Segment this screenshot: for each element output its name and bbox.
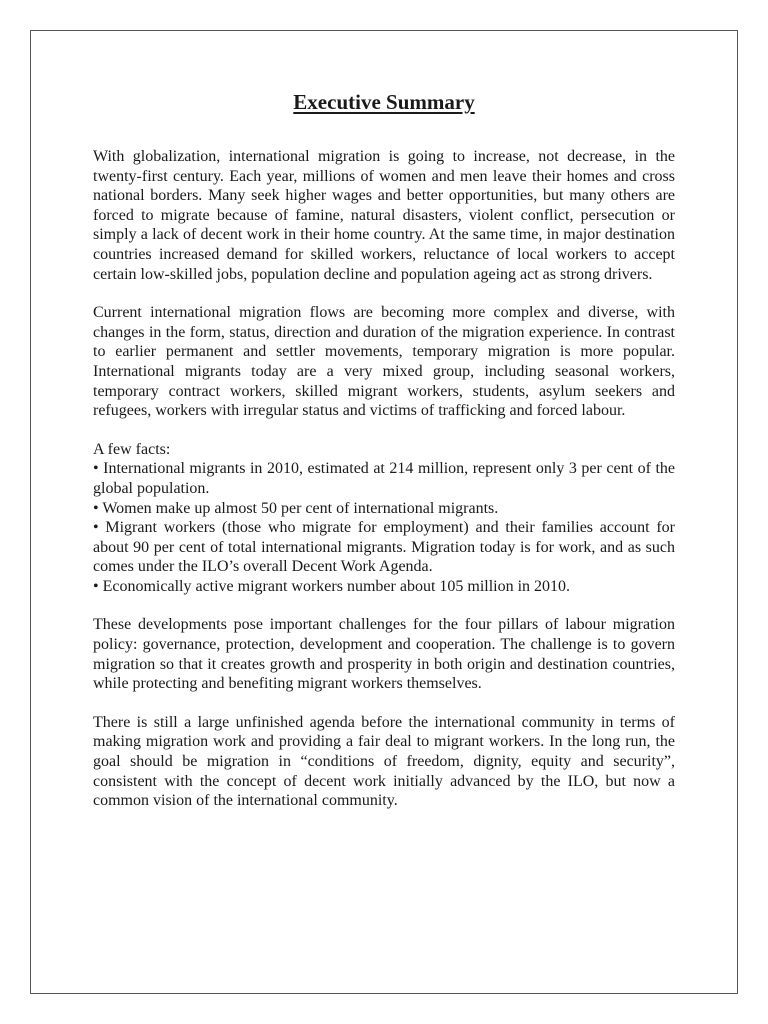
fact-item: • Migrant workers (those who migrate for employment) and their families account for about 90 per cent of total international migrants. Migration today is for work, and as such comes under the ILO’s overall Decent Work Agenda. [93,519,675,576]
paragraph-challenges: These developments pose important challenges for the four pillars of labour migration policy: governance, protection, development and cooperation. The challenge is to govern migration so that it creates growth and prosperity in both origin and destination countries, while protecting and benefiting migrant workers themselves. [93,616,675,693]
fact-item: • Women make up almost 50 per cent of international migrants. [93,499,499,517]
paragraph-globalization: With globalization, international migration is going to increase, not decrease, in the twenty-first century. Each year, millions of women and men leave their homes and cross national borders. Many seek higher wages and better opportunities, but many others are forced to migrate because of famine, natural disasters, violent conflict, persecution or simply a lack of decent work in their home country. At the same time, in major destination countries increased demand for skilled workers, reluctance of local workers to accept certain low-skilled jobs, population decline and population ageing act as strong drivers. [93,148,675,283]
paragraph-migration-flows: Current international migration flows are becoming more complex and diverse, with changes in the form, status, direction and duration of the migration experience. In contrast to earlier permanent and settler movements, temporary migration is more popular. International migrants today are a very mixed group, including seasonal workers, temporary contract workers, skilled migrant workers, students, asylum seekers and refugees, workers with irregular status and victims of trafficking and forced labour. [93,304,675,420]
document-body [93,87,675,830]
page-title: Executive Summary [293,90,475,114]
fact-item: • International migrants in 2010, estimated at 214 million, represent only 3 per cent of the global population. [93,460,675,497]
facts-list [93,440,675,597]
fact-item: • Economically active migrant workers number about 105 million in 2010. [93,577,571,595]
facts-heading: A few facts: [93,440,171,458]
paragraph-unfinished-agenda: There is still a large unfinished agenda before the international community in terms of making migration work and providing a fair deal to migrant workers. In the long run, the goal should be migration in “conditions of freedom, dignity, equity and security”, consistent with the concept of decent work initially advanced by the ILO, but now a common vision of the international community. [93,713,675,810]
